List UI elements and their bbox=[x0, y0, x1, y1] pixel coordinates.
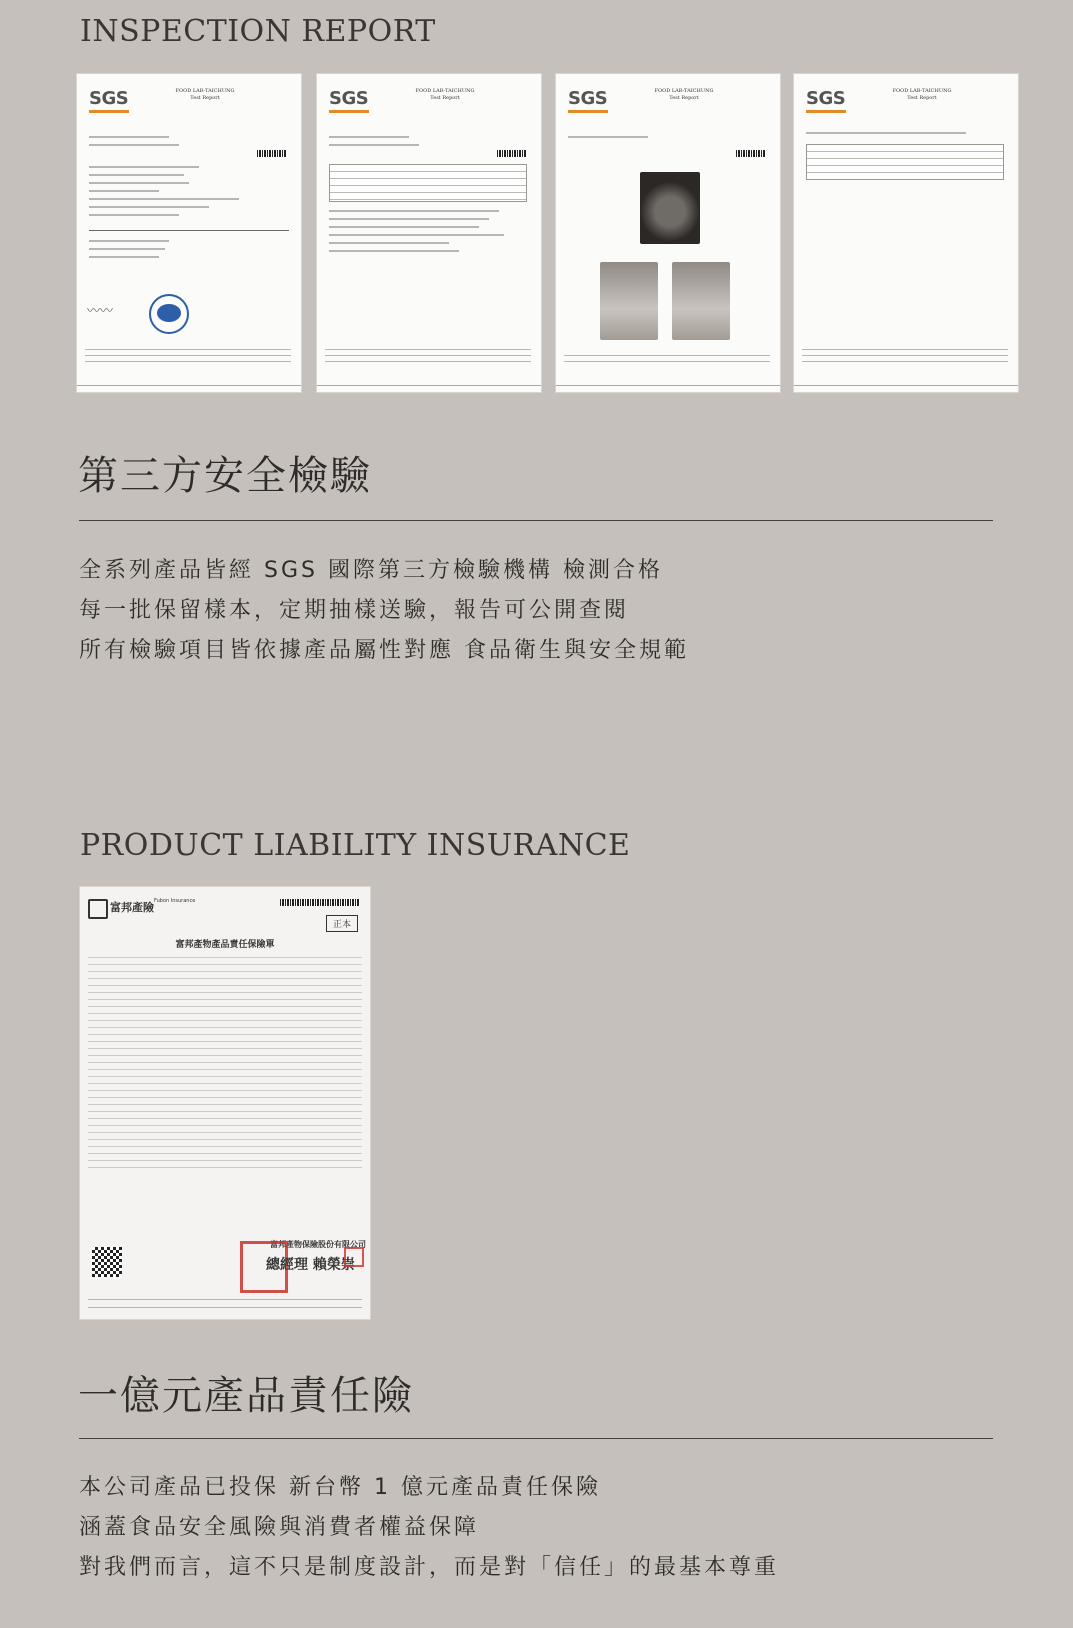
sample-photo bbox=[672, 262, 730, 340]
sgs-logo-bar bbox=[806, 110, 846, 113]
policy-footer-line bbox=[88, 1299, 362, 1300]
report-doc-type: Test Report bbox=[190, 95, 220, 101]
insurance-line-2: 涵蓋食品安全風險與消費者權益保障 bbox=[79, 1515, 480, 1540]
insurance-section-title: PRODUCT LIABILITY INSURANCE bbox=[80, 828, 631, 863]
report-text-line bbox=[329, 234, 504, 236]
report-text-line bbox=[89, 166, 199, 168]
report-text-line bbox=[89, 174, 184, 176]
report-fine-print bbox=[802, 361, 1008, 362]
report-fine-print bbox=[564, 355, 770, 356]
handwritten-signature-icon: 〰〰 bbox=[87, 304, 114, 319]
inspection-report-page-1[interactable] bbox=[77, 74, 301, 392]
fubon-logo-icon bbox=[88, 899, 108, 919]
qr-code-icon bbox=[92, 1247, 122, 1277]
report-text-line bbox=[89, 256, 159, 258]
policy-details-table bbox=[88, 951, 362, 1171]
report-footer-rule bbox=[794, 385, 1018, 386]
report-fine-print bbox=[802, 355, 1008, 356]
insurer-company-name: 富邦產物保險股份有限公司 bbox=[270, 1240, 366, 1249]
report-text-line bbox=[89, 144, 179, 146]
sgs-logo: SGS bbox=[806, 88, 846, 109]
report-lab-header bbox=[395, 88, 495, 102]
report-text-line bbox=[329, 226, 479, 228]
inspection-description bbox=[79, 551, 689, 671]
report-divider bbox=[89, 230, 289, 231]
report-text-line bbox=[329, 210, 499, 212]
barcode-icon bbox=[736, 150, 766, 157]
sgs-seal-icon bbox=[149, 294, 189, 334]
report-text-line bbox=[89, 240, 169, 242]
signer-name: 總經理 賴榮崇 bbox=[266, 1257, 355, 1273]
barcode-icon bbox=[257, 150, 287, 157]
report-text-line bbox=[89, 198, 239, 200]
report-text-line bbox=[89, 248, 165, 250]
report-fine-print bbox=[325, 349, 531, 350]
original-copy-tag: 正本 bbox=[326, 915, 358, 932]
insurance-policy-document[interactable] bbox=[80, 887, 370, 1319]
report-lab-name: FOOD LAB-TAICHUNG bbox=[415, 88, 475, 94]
report-lab-name: FOOD LAB-TAICHUNG bbox=[175, 88, 235, 94]
report-fine-print bbox=[564, 361, 770, 362]
inspection-report-gallery bbox=[77, 74, 986, 392]
report-text-line bbox=[89, 190, 159, 192]
policy-title: 富邦產物產品責任保險單 bbox=[175, 940, 275, 950]
inspection-heading: 第三方安全檢驗 bbox=[78, 453, 372, 499]
inspection-line-2: 每一批保留樣本，定期抽樣送驗，報告可公開查閱 bbox=[79, 598, 630, 623]
insurance-line-3: 對我們而言，這不只是制度設計，而是對「信任」的最基本尊重 bbox=[79, 1555, 780, 1580]
report-text-line bbox=[329, 218, 489, 220]
insurance-description bbox=[79, 1468, 779, 1588]
report-fine-print bbox=[85, 355, 291, 356]
report-fine-print bbox=[85, 361, 291, 362]
report-text-line bbox=[89, 182, 189, 184]
inspection-report-page-3[interactable] bbox=[556, 74, 780, 392]
report-doc-type: Test Report bbox=[430, 95, 460, 101]
report-doc-type: Test Report bbox=[669, 95, 699, 101]
report-fine-print bbox=[802, 349, 1008, 350]
report-fine-print bbox=[325, 355, 531, 356]
sgs-logo: SGS bbox=[329, 88, 369, 109]
sgs-logo: SGS bbox=[89, 88, 129, 109]
policy-footer-line bbox=[88, 1307, 362, 1308]
report-lab-name: FOOD LAB-TAICHUNG bbox=[892, 88, 952, 94]
inspection-line-1: 全系列產品皆經 SGS 國際第三方檢驗機構 檢測合格 bbox=[79, 558, 663, 583]
report-lab-header bbox=[872, 88, 972, 102]
insurance-divider bbox=[79, 1438, 993, 1439]
report-footer-rule bbox=[317, 385, 541, 386]
sample-photo bbox=[640, 172, 700, 244]
fubon-brand-en: Fubon Insurance bbox=[154, 898, 196, 904]
personal-seal-stamp-icon bbox=[344, 1247, 364, 1267]
report-text-line bbox=[89, 206, 209, 208]
report-text-line bbox=[329, 144, 419, 146]
report-footer-rule bbox=[556, 385, 780, 386]
report-doc-type: Test Report bbox=[907, 95, 937, 101]
report-lab-header bbox=[155, 88, 255, 102]
report-lab-header bbox=[634, 88, 734, 102]
sgs-logo-bar bbox=[329, 110, 369, 113]
inspection-report-page-2[interactable] bbox=[317, 74, 541, 392]
report-lab-name: FOOD LAB-TAICHUNG bbox=[654, 88, 714, 94]
sgs-logo: SGS bbox=[568, 88, 608, 109]
inspection-line-3: 所有檢驗項目皆依據產品屬性對應 食品衛生與安全規範 bbox=[79, 638, 689, 663]
report-fine-print bbox=[325, 361, 531, 362]
report-footer-rule bbox=[77, 385, 301, 386]
test-results-table bbox=[329, 164, 527, 202]
report-text-line bbox=[329, 136, 409, 138]
report-text-line bbox=[329, 250, 459, 252]
report-text-line bbox=[89, 136, 169, 138]
barcode-icon bbox=[280, 899, 360, 906]
sgs-logo-bar bbox=[89, 110, 129, 113]
insurance-heading: 一億元產品責任險 bbox=[78, 1373, 414, 1419]
fubon-brand-name: 富邦產險 bbox=[110, 901, 154, 914]
report-text-line bbox=[568, 136, 648, 138]
report-fine-print bbox=[85, 349, 291, 350]
report-text-line bbox=[806, 132, 966, 134]
report-text-line bbox=[89, 214, 179, 216]
insurance-line-1: 本公司產品已投保 新台幣 1 億元產品責任保險 bbox=[79, 1475, 601, 1500]
inspection-divider bbox=[79, 520, 993, 521]
report-text-line bbox=[329, 242, 449, 244]
barcode-icon bbox=[497, 150, 527, 157]
sample-photo bbox=[600, 262, 658, 340]
sgs-logo-bar bbox=[568, 110, 608, 113]
inspection-report-page-4[interactable] bbox=[794, 74, 1018, 392]
inspection-section-title: INSPECTION REPORT bbox=[80, 14, 436, 49]
test-results-table bbox=[806, 144, 1004, 180]
